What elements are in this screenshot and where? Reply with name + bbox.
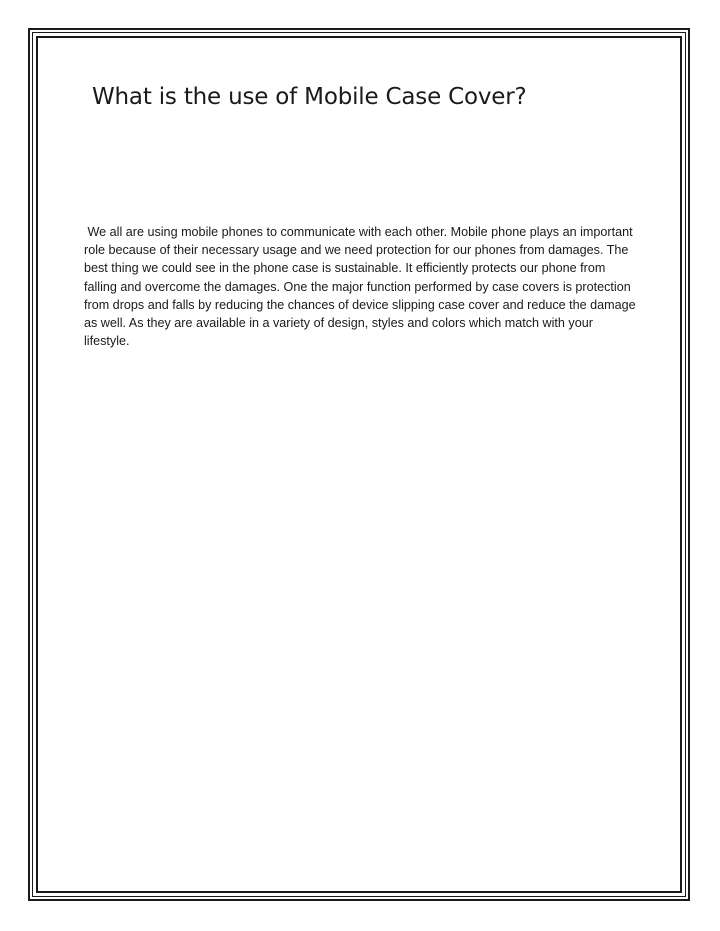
document-body-paragraph: We all are using mobile phones to communicate with each other. Mobile phone plays an important role because of their necessary usage and we need protection for our phones from damages. The best thing we could see in the phone case is sustainable. It efficiently protects our phone from falling and overcome the damages. One the major function performed by case covers is protection from drops and falls by reducing the chances of device slipping case cover and reduce the damage as well. As they are available in a variety of design, styles and colors which match with your lifestyle.	[84, 225, 640, 349]
page-border-inner	[36, 36, 682, 893]
document-title: What is the use of Mobile Case Cover?	[92, 84, 527, 110]
